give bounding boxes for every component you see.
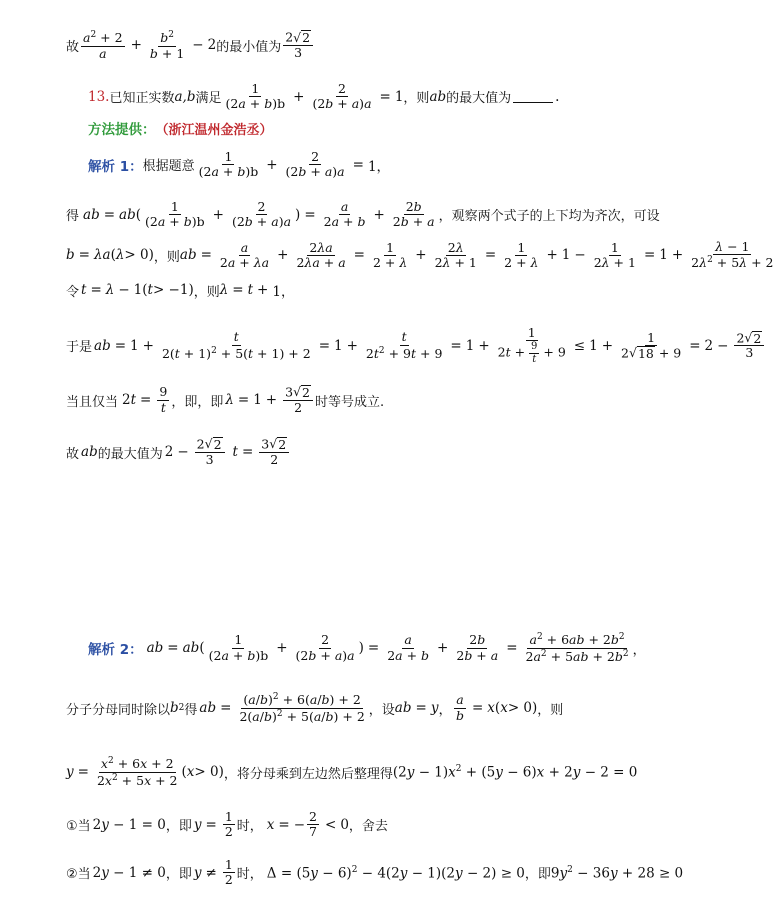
fraction: $\frac{1}{2}$ xyxy=(224,809,233,840)
fraction: $\frac{2}{(2b + a)a}$ xyxy=(312,81,372,112)
fraction: $\frac{a^2 + 2}{a}$ xyxy=(83,30,123,61)
fraction: $\frac{a}{b}$ xyxy=(455,692,464,723)
fraction: $\frac{2b}{2b + a}$ xyxy=(392,199,435,230)
fraction: $\frac{2}{(2b + a)a}$ xyxy=(285,149,345,180)
line-min-value: 故 $\frac{a^2 + 2}{a}$ + $\frac{b^2}{b + 1}$ − 2 的最小值为 2 √ 2 3 xyxy=(66,30,315,61)
solution-2-step-1: 分子分母同时除以 b 2 得 ab = $\frac{(a/b)^2 + 6(a/b) + 2}{2(a/b)^2 + 5(a/b) + 2}$ ，设 ab = y ， $\frac{a}{b}$ = x ( x > 0) ，则 xyxy=(66,692,564,724)
solution-1-step-2: b = λa ( λ > 0) ，则 ab = $\frac{a}{2a + \lambda a}$ + $\frac{2\lambda a}{2\lambda a + a}$ = $\frac{1}{2 + \lambda}$ + $\frac{2\lambda}{2\lambda + 1}$ = $\frac{1}{2 + \lambda}$ + 1 − $\frac{1}{2\lambda + 1}$ = 1 + $\frac{\lambda - 1}{2\lambda^2 + 5\lambda + 2}$ xyxy=(66,239,774,271)
fraction: $\frac{a}{2a + b}$ xyxy=(387,632,430,663)
fraction: $\frac{1}{2 + \lambda}$ xyxy=(504,239,539,270)
fraction: $\frac{1}{(2a + b)b}$ xyxy=(145,199,205,230)
fraction: $\frac{b^2}{b + 1}$ xyxy=(149,30,185,61)
fraction: $\frac{1}{(2a + b)b}$ xyxy=(208,632,269,663)
fraction: $\frac{2\lambda a}{2\lambda a + a}$ xyxy=(296,239,346,270)
fraction: $\frac{2}{(2b + a)a}$ xyxy=(295,632,355,663)
fraction: $\frac{\lambda - 1}{2\lambda^2 + 5\lambda + 2}$ xyxy=(691,239,774,271)
fraction: 2 √ 2 3 xyxy=(734,331,764,361)
solution-2-step-2: y = $\frac{x^2 + 6x + 2}{2x^2 + 5x + 2}$ ( x > 0) ，将分母乘到左边然后整理得 $(2y - 1)x^2 + (5y - 6)x + 2y - 2 = 0$ xyxy=(66,756,638,788)
fraction: $\frac{2b}{2b + a}$ xyxy=(456,632,499,663)
problem-13: 13. 已知正实数 a,b 满足 $\frac{1}{(2a + b)b}$ + $\frac{2}{(2b + a)a}$ = 1 ，则 ab 的最大值为 . xyxy=(88,81,560,112)
fraction: $\frac{t}{2t^2 + 9t + 9}$ xyxy=(365,329,443,361)
fraction: 2 √ 2 3 xyxy=(195,437,225,467)
fraction: 1 2 √ 18 + 9 xyxy=(621,329,682,361)
fraction: $\frac{1}{(2a + b)b}$ xyxy=(225,81,286,112)
solution-2-header: 解析 2： ab = ab ( $\frac{1}{(2a + b)b}$ + $\frac{2}{(2b + a)a}$ ) = $\frac{a}{2a + b}$ + $\frac{2b}{2b + a}$ = $\frac{a^2 + 6ab + 2b^2}{2a^2 + 5ab + 2b^2}$ ， xyxy=(88,632,646,664)
fraction: $\frac{a}{2a + b}$ xyxy=(323,199,366,230)
fraction: 3 √ 2 2 xyxy=(259,437,289,467)
solution-1-step-4: 于是 ab = 1 + $\frac{t}{2(t + 1)^2 + 5(t + 1) + 2}$ = 1 + $\frac{t}{2t^2 + 9t + 9}$ = 1 + 1 2t + $\frac{9}{t}$ + 9 ≤ 1 + 1 2 √ 18 + 9 = 2 − 2 √ 2 3 xyxy=(66,326,766,365)
solution-1-equality: 当且仅当 2t = $\frac{9}{t}$ ，即，即 λ = 1 + 3 √ 2 2 时等号成立. xyxy=(66,384,385,415)
fraction: $\frac{(a/b)^2 + 6(a/b) + 2}{2(a/b)^2 + 5(a/b) + 2}$ xyxy=(239,692,365,724)
answer-blank xyxy=(513,90,553,103)
fraction: $\frac{1}{2\lambda + 1}$ xyxy=(593,239,636,270)
method-provider: 方法提供： （浙江温州金浩丞） xyxy=(88,122,273,138)
fraction: $\frac{9}{t}$ xyxy=(159,384,168,415)
fraction: 3 √ 2 2 xyxy=(283,385,313,415)
case-2: ②当 2y − 1 ≠ 0 ，即 y ≠ $\frac{1}{2}$ 时， $\Delta = (5y - 6)^2 - 4(2y - 1)(2y - 2) \ge 0$ ，即 $9y^2 - 36y + 28 \ge 0$ xyxy=(66,857,684,888)
fraction: $\frac{1}{2}$ xyxy=(224,857,233,888)
solution-1-step-1: 得 ab = ab ( $\frac{1}{(2a + b)b}$ + $\frac{2}{(2b + a)a}$ ) = $\frac{a}{2a + b}$ + $\frac{2b}{2b + a}$ ，观察两个式子的上下均为齐次，可设 xyxy=(66,199,660,230)
fraction: $\frac{a^2 + 6ab + 2b^2}{2a^2 + 5ab + 2b^2}$ xyxy=(525,632,629,664)
case-1: ①当 2y − 1 = 0 ，即 y = $\frac{1}{2}$ 时， x = − $\frac{2}{7}$ < 0 ，舍去 xyxy=(66,809,388,840)
fraction: 2 √ 2 3 xyxy=(283,30,313,60)
fraction: $\frac{2}{7}$ xyxy=(309,809,317,840)
fraction: $\frac{a}{2a + \lambda a}$ xyxy=(219,239,270,270)
fraction: $\frac{2}{(2b + a)a}$ xyxy=(231,199,292,230)
solution-1-conclusion: 故 ab 的最大值为 2 − 2 √ 2 3 t = 3 √ 2 2 xyxy=(66,437,291,467)
fraction: $\frac{x^2 + 6x + 2}{2x^2 + 5x + 2}$ xyxy=(96,756,178,788)
solution-1-step-3: 令 t = λ − 1( t > −1) ，则 λ = t + 1， xyxy=(66,282,295,300)
fraction: 1 2t + $\frac{9}{t}$ + 9 xyxy=(497,325,566,365)
fraction: $\frac{1}{(2a + b)b}$ xyxy=(198,149,259,180)
fraction: $\frac{2\lambda}{2\lambda + 1}$ xyxy=(434,239,477,270)
fraction: $\frac{t}{2(t + 1)^2 + 5(t + 1) + 2}$ xyxy=(161,329,311,361)
solution-1-header: 解析 1： 根据题意 $\frac{1}{(2a + b)b}$ + $\frac{2}{(2b + a)a}$ = 1， xyxy=(88,149,391,180)
fraction: $\frac{1}{2 + \lambda}$ xyxy=(372,239,408,270)
